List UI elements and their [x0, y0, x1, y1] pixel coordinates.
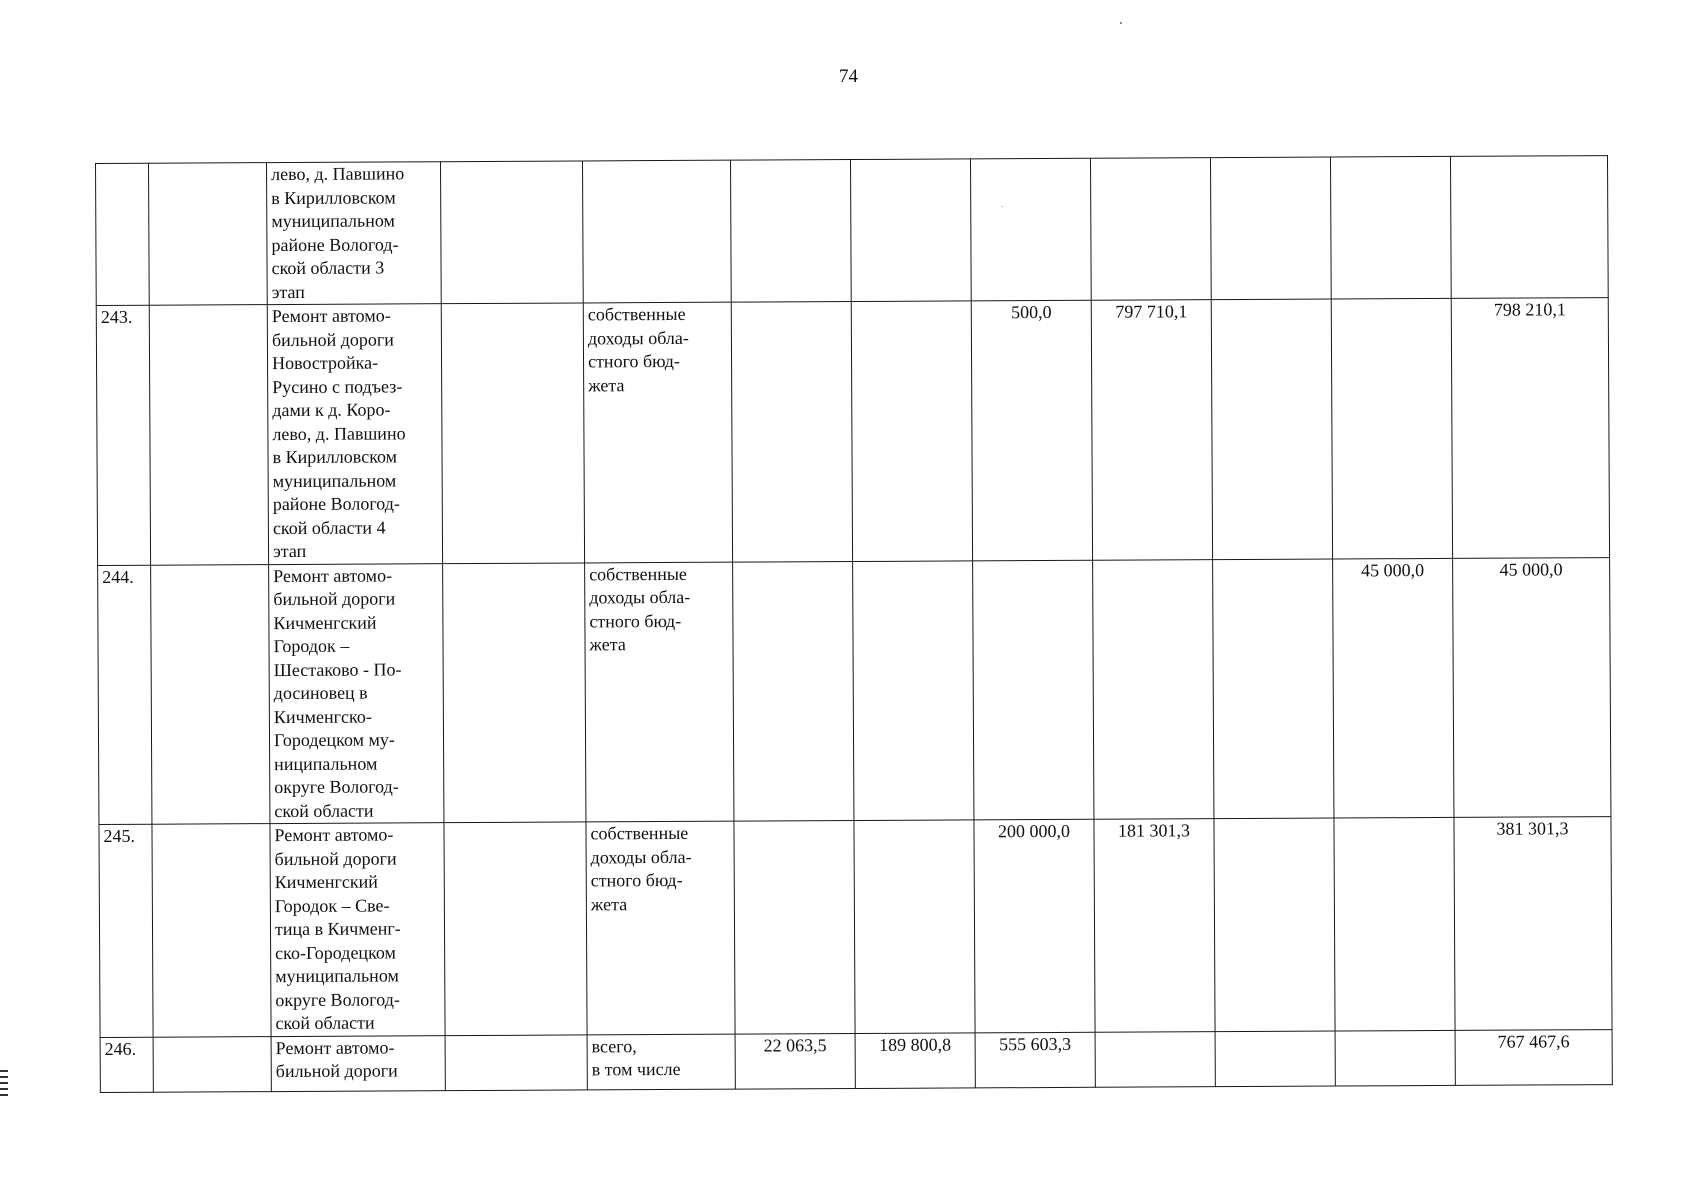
object-name: Ремонт автомо- бильной дороги	[271, 1035, 445, 1091]
margin-ticks	[0, 1070, 8, 1100]
funding-source: собственные доходы обла- стного бюд- жета	[585, 562, 734, 822]
funding-source: собственные доходы обла- стного бюд- жета	[586, 821, 735, 1034]
table-row	[96, 298, 1609, 565]
value-cell: 500,0	[971, 300, 1092, 560]
value-cell	[973, 560, 1094, 820]
value-cell	[1093, 559, 1214, 819]
total-cell: 45 000,0	[1453, 557, 1611, 817]
table-row	[99, 817, 1612, 1037]
value-cell: 200 000,0	[974, 819, 1095, 1032]
object-name: Ремонт автомо- бильной дороги Кичменгский Городок – Све- тица в Кичменг- ско-Городецком муниципальном округе Вологод- ской области	[270, 823, 445, 1036]
object-name: лево, д. Павшино в Кирилловском муниципальном районе Вологод- ской области 3 этап	[267, 162, 442, 305]
value-cell	[1335, 1030, 1455, 1086]
value-cell	[1214, 818, 1335, 1031]
row-number	[96, 163, 150, 305]
page-number: 74	[839, 66, 858, 87]
empty-cell	[445, 1034, 587, 1090]
value-cell	[853, 560, 974, 820]
object-name: Ремонт автомо- бильной дороги Новостройка- Русино с подъез- дами к д. Коро- лево, д. Павшино в Кирилловском муниципальном районе Вологод- ской области 4 этап	[267, 304, 442, 564]
funding-source: всего, в том числе	[587, 1034, 735, 1090]
value-cell	[730, 160, 851, 303]
scan-speck	[1120, 22, 1122, 24]
value-cell	[854, 820, 975, 1033]
value-cell	[1095, 1031, 1215, 1087]
empty-cell	[152, 824, 271, 1037]
funding-source: собственные доходы обла- стного бюд- жета	[583, 302, 732, 562]
value-cell	[851, 301, 972, 561]
budget-table	[95, 155, 1613, 1092]
value-cell	[1211, 299, 1332, 559]
value-cell	[1334, 817, 1455, 1030]
value-cell	[1210, 157, 1331, 300]
value-cell	[970, 158, 1091, 301]
value-cell	[734, 821, 855, 1034]
total-cell	[1450, 156, 1608, 299]
value-cell	[1330, 156, 1451, 299]
value-cell: 45 000,0	[1333, 558, 1454, 818]
value-cell	[733, 561, 854, 821]
empty-cell	[149, 163, 268, 306]
value-cell: 181 301,3	[1094, 819, 1215, 1032]
row-number: 246.	[100, 1037, 153, 1092]
empty-cell	[441, 303, 584, 563]
empty-cell	[443, 562, 586, 822]
empty-cell	[153, 1036, 271, 1092]
row-number: 243.	[96, 305, 150, 565]
value-cell	[1090, 158, 1211, 301]
value-cell	[850, 159, 971, 302]
value-cell: 797 710,1	[1091, 300, 1212, 560]
value-cell	[1331, 298, 1452, 558]
total-cell: 767 467,6	[1455, 1029, 1612, 1085]
value-cell	[1215, 1031, 1335, 1087]
value-cell: 22 063,5	[735, 1033, 855, 1089]
table-row	[96, 156, 1609, 306]
empty-cell	[151, 564, 270, 824]
document-sheet	[95, 155, 1612, 1092]
total-cell: 381 301,3	[1454, 817, 1612, 1030]
row-number: 244.	[98, 565, 152, 825]
funding-source	[582, 160, 731, 303]
total-cell: 798 210,1	[1451, 298, 1609, 558]
value-cell	[731, 302, 852, 562]
empty-cell	[444, 822, 587, 1035]
table-row	[98, 557, 1611, 824]
value-cell	[1213, 559, 1334, 819]
object-name: Ремонт автомо- бильной дороги Кичменгский Городок – Шестаково - По- досиновец в Кичменгско- Городецком му- ниципальном округе Вологод- ской области	[269, 563, 444, 823]
value-cell: 555 603,3	[975, 1032, 1095, 1088]
empty-cell	[440, 161, 583, 304]
table-row	[100, 1029, 1612, 1092]
row-number: 245.	[99, 824, 153, 1037]
empty-cell	[149, 305, 268, 565]
value-cell: 189 800,8	[855, 1032, 975, 1088]
